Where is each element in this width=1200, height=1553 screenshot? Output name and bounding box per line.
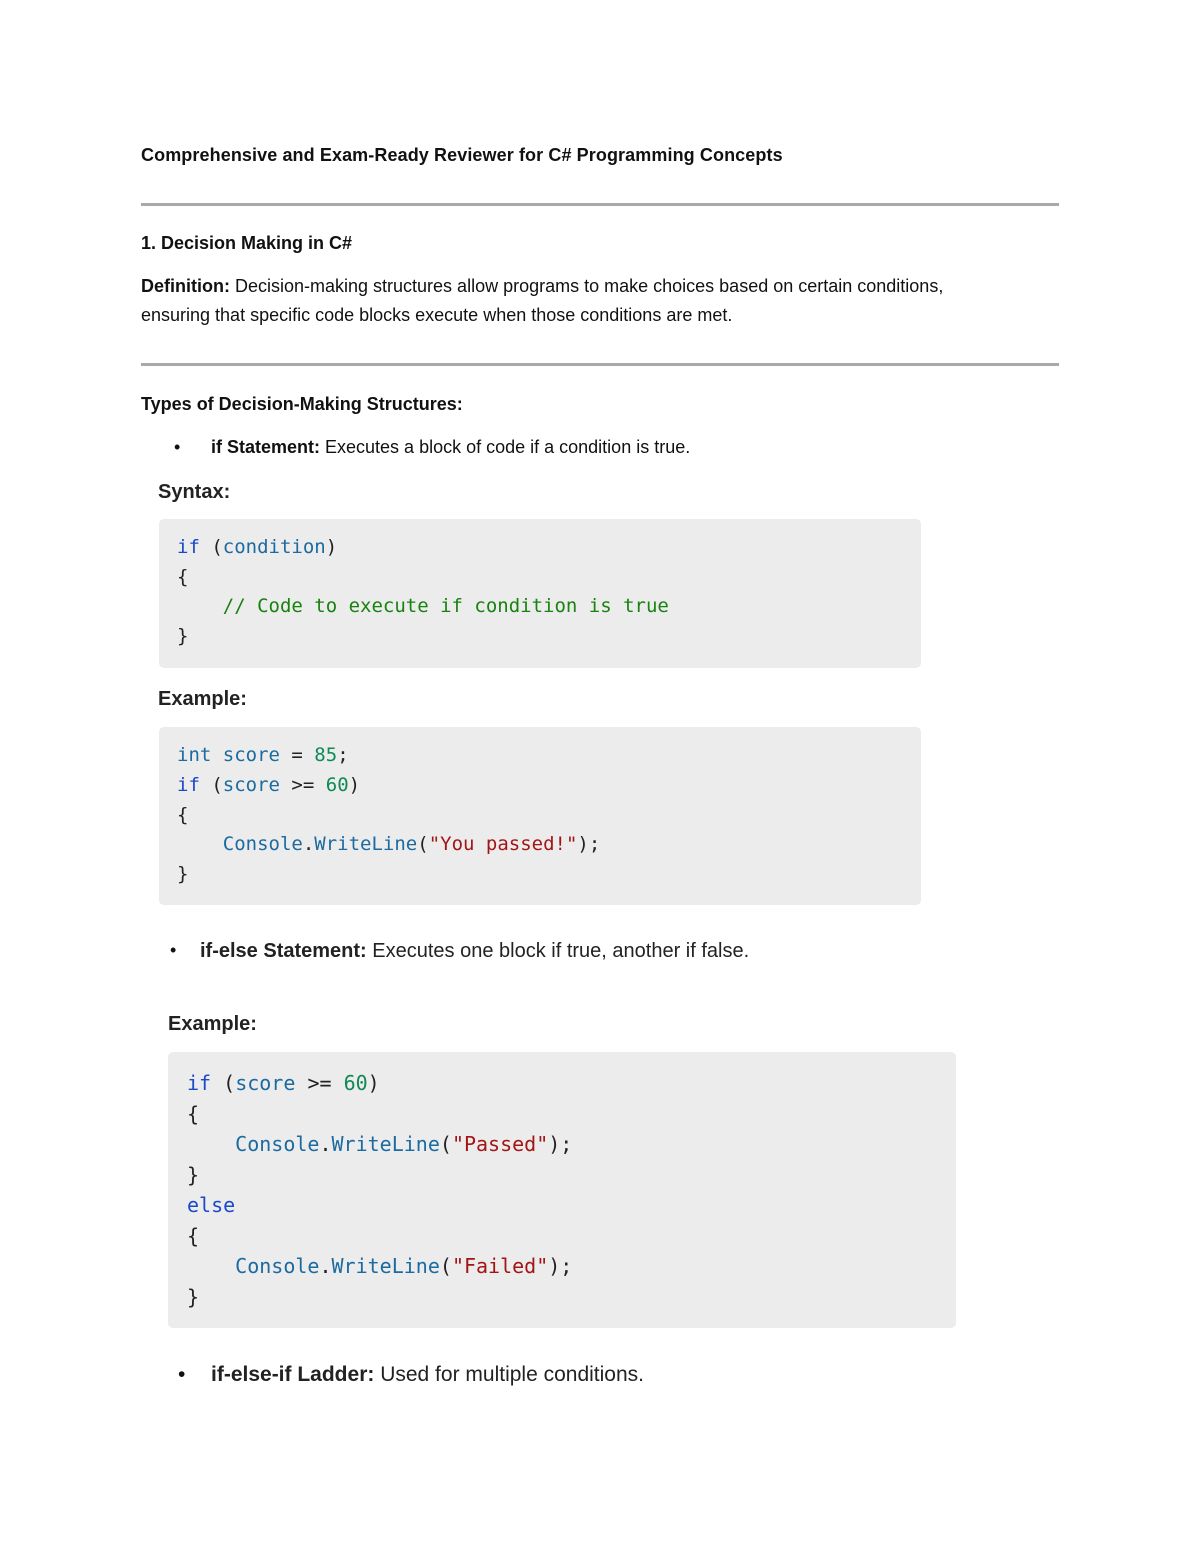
code-block-example-if bbox=[159, 727, 921, 905]
horizontal-rule bbox=[141, 203, 1059, 206]
definition-label: Definition: bbox=[141, 276, 230, 296]
types-heading: Types of Decision-Making Structures: bbox=[141, 394, 463, 414]
code-block-syntax bbox=[159, 519, 921, 668]
bullet-term: if-else Statement: bbox=[200, 940, 367, 962]
code-line: { bbox=[187, 1102, 200, 1126]
syntax-label: Syntax: bbox=[158, 481, 231, 503]
definition-paragraph bbox=[141, 272, 1061, 330]
document-title: Comprehensive and Exam-Ready Reviewer for C# Programming Concepts bbox=[141, 145, 783, 165]
bullet-term: if-else-if Ladder: bbox=[211, 1363, 375, 1386]
code-line: } bbox=[177, 863, 189, 885]
code-line: { bbox=[177, 804, 189, 826]
code-line: Console.WriteLine("Failed"); bbox=[235, 1254, 573, 1278]
code-line: } bbox=[177, 625, 189, 647]
bullet-description: Executes one block if true, another if false. bbox=[366, 940, 750, 962]
bullet-icon: • bbox=[174, 437, 181, 457]
bullet-icon: • bbox=[178, 1363, 186, 1386]
example-label: Example: bbox=[158, 688, 247, 710]
definition-text-line1: Decision-making structures allow programs to make choices based on certain conditions, bbox=[229, 276, 944, 296]
bullet-icon: • bbox=[170, 940, 177, 960]
bullet-description: Used for multiple conditions. bbox=[374, 1363, 644, 1386]
code-line: } bbox=[187, 1285, 200, 1309]
code-line: { bbox=[187, 1224, 200, 1248]
code-line: { bbox=[177, 566, 189, 588]
code-line: if (score >= 60) bbox=[187, 1071, 380, 1095]
bullet-description: Executes a block of code if a condition is true. bbox=[320, 437, 691, 457]
code-line: Console.WriteLine("You passed!"); bbox=[222, 833, 601, 855]
code-block-example-if-else bbox=[168, 1052, 956, 1328]
code-line: Console.WriteLine("Passed"); bbox=[235, 1132, 573, 1156]
code-line: else bbox=[187, 1193, 236, 1217]
code-comment: // Code to execute if condition is true bbox=[177, 595, 669, 617]
section-heading: 1. Decision Making in C# bbox=[141, 233, 353, 253]
bullet-term: if Statement: bbox=[211, 437, 321, 457]
definition-text-line2: ensuring that specific code blocks execute when those conditions are met. bbox=[141, 305, 733, 325]
code-line: if (condition) bbox=[177, 536, 338, 558]
horizontal-rule bbox=[141, 363, 1059, 366]
code-line: int score = 85; bbox=[177, 744, 349, 766]
code-line: if (score >= 60) bbox=[177, 774, 361, 796]
example-label: Example: bbox=[168, 1013, 257, 1035]
code-line: } bbox=[187, 1163, 200, 1187]
